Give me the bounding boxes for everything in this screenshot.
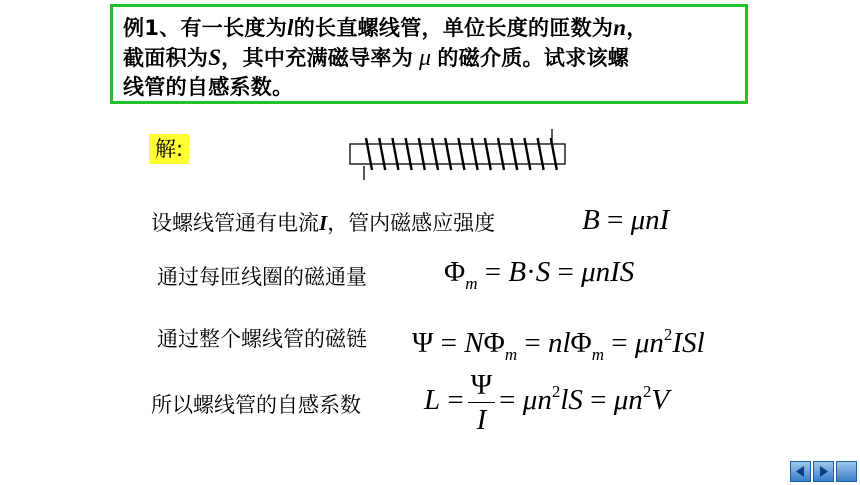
problem-line-2 — [123, 43, 737, 73]
problem-line-3: 线管的自感系数。 — [123, 75, 294, 99]
solenoid-diagram — [344, 124, 570, 186]
symbol-n: n — [613, 15, 627, 40]
slide-navigation — [790, 461, 858, 483]
solution-label: 解: — [149, 134, 189, 164]
problem-text: ， — [626, 16, 648, 40]
coil-turn — [472, 138, 478, 170]
problem-line-1 — [123, 13, 737, 43]
coil-turn — [485, 138, 491, 170]
coil-turn — [538, 138, 544, 170]
problem-text: ，其中充满磁导率为 — [221, 46, 413, 70]
coil-turn — [366, 138, 372, 170]
symbol-mu: μ — [419, 45, 432, 71]
symbol-l: l — [287, 15, 294, 40]
step-text: 设螺线管通有电流 — [151, 211, 319, 235]
symbol-I: I — [319, 211, 328, 235]
problem-text: 的磁介质。试求该螺 — [437, 46, 630, 70]
coil-turn — [445, 138, 451, 170]
step-1-text — [151, 208, 495, 238]
equation-flux: $\Phi_m = B\cdot S = \mu nIS$ — [444, 256, 635, 293]
slide-button-extra[interactable] — [836, 461, 857, 482]
prev-slide-button[interactable] — [790, 461, 811, 482]
coil-turn — [498, 138, 504, 170]
equation-inductance: L = $\frac{\Psi}{I}$ = $\mu n^2lS = \mu n^2V$ — [424, 369, 670, 436]
problem-text: 的长直螺线管，单位长度的匝数为 — [293, 16, 614, 40]
arrow-left-icon — [791, 462, 810, 481]
coil-turn — [432, 138, 438, 170]
coil-turn — [379, 138, 385, 170]
problem-text: 截面积为 — [123, 46, 209, 70]
equation-B: B = μnI — [582, 204, 670, 236]
next-slide-button[interactable] — [813, 461, 834, 482]
coil-turn — [406, 138, 412, 170]
step-text: ，管内磁感应强度 — [327, 211, 496, 235]
step-2-text: 通过每匝线圈的磁通量 — [157, 265, 367, 289]
coil-turn — [524, 138, 530, 170]
coil-turn — [458, 138, 464, 170]
symbol-S: S — [208, 45, 222, 70]
coil-turn — [511, 138, 517, 170]
coil-turn — [419, 138, 425, 170]
step-4-text: 所以螺线管的自感系数 — [151, 393, 361, 417]
problem-statement — [110, 4, 748, 104]
equation-linkage: $\Psi = N\Phi_m = nl\Phi_m = \mu n^2ISl$ — [412, 325, 705, 364]
coil-turn — [392, 138, 398, 170]
step-3-text: 通过整个螺线管的磁链 — [157, 327, 367, 351]
coil-turn — [551, 138, 557, 170]
problem-text: 例1、有一长度为 — [123, 16, 288, 40]
arrow-right-icon — [814, 462, 833, 481]
